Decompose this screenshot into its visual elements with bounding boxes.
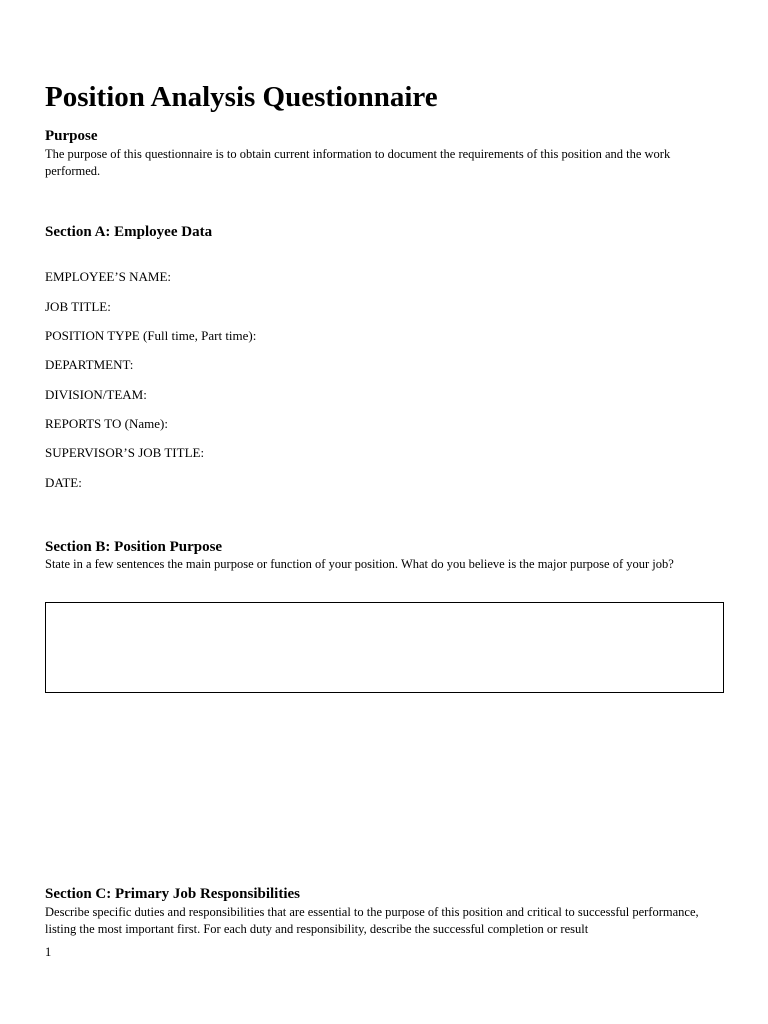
purpose-text: The purpose of this questionnaire is to obtain current information to document the requirements of this position and the work performed. [45, 147, 671, 178]
purpose-heading: Purpose [45, 128, 98, 144]
reports-to-label: REPORTS TO (Name): [45, 416, 168, 431]
job-title-label: JOB TITLE: [45, 299, 111, 314]
date-label: DATE: [45, 475, 82, 490]
section-c-heading: Section C: Primary Job Responsibilities [45, 886, 300, 902]
section-b-text: State in a few sentences the main purpose or function of your position. What do you believe is the major purpose of your job? [45, 557, 674, 571]
section-a-heading: Section A: Employee Data [45, 224, 213, 240]
employee-name-label: EMPLOYEE’S NAME: [45, 269, 172, 284]
division-team-label: DIVISION/TEAM: [45, 387, 147, 402]
section-b-heading: Section B: Position Purpose [45, 539, 223, 555]
position-purpose-answer-box[interactable] [45, 602, 724, 693]
section-c-text: Describe specific duties and responsibilities that are essential to the purpose of this position and critical to successful performance, listing the most important first. For each duty and responsibility, describe the successful completion or result [45, 905, 699, 936]
department-label: DEPARTMENT: [45, 357, 134, 372]
position-type-label: POSITION TYPE (Full time, Part time): [45, 328, 257, 343]
page-title: Position Analysis Questionnaire [45, 81, 438, 113]
supervisor-job-title-label: SUPERVISOR’S JOB TITLE: [45, 445, 205, 460]
page-number: 1 [45, 945, 52, 959]
